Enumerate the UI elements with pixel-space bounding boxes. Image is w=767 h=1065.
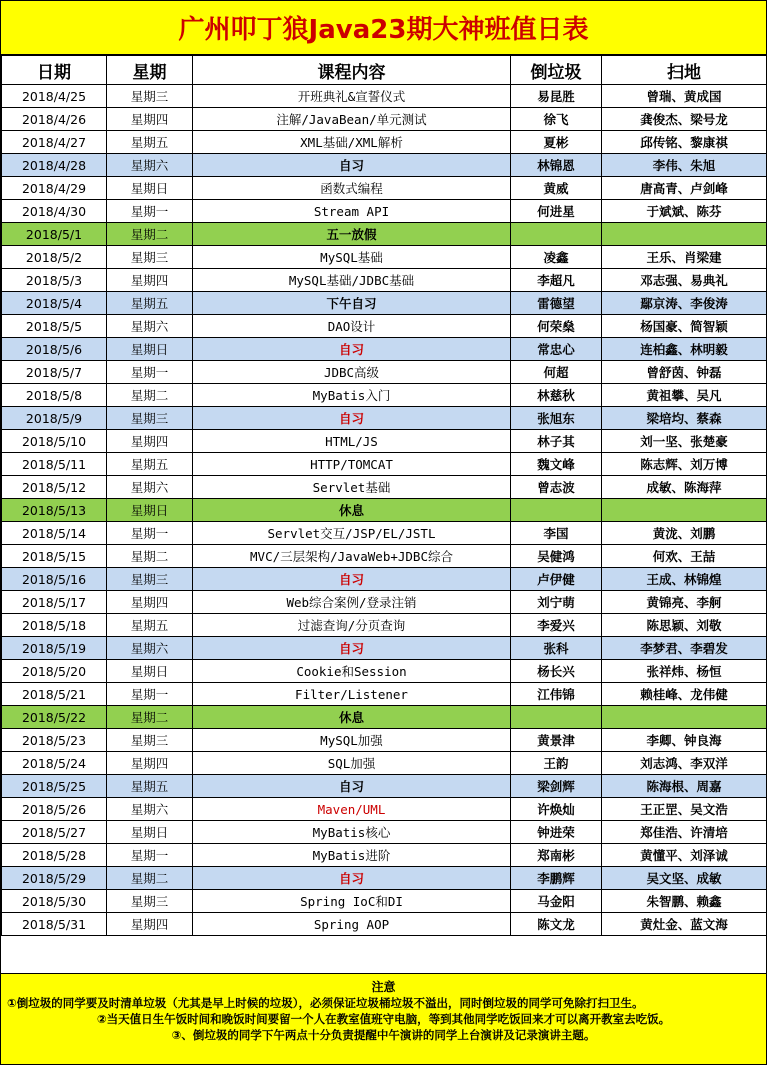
sweep-duty-cell: 李梦君、李碧发	[602, 637, 767, 660]
table-row	[2, 131, 767, 154]
table-row	[2, 246, 767, 269]
date-cell: 2018/5/23	[2, 729, 107, 752]
sweep-duty-cell: 鄢京涛、李俊涛	[602, 292, 767, 315]
weekday-cell: 星期二	[107, 223, 193, 246]
sweep-duty-cell: 邓志强、易典礼	[602, 269, 767, 292]
sweep-duty-cell: 龚俊杰、梁号龙	[602, 108, 767, 131]
table-row	[2, 499, 767, 522]
date-cell: 2018/5/26	[2, 798, 107, 821]
course-cell: 休息	[193, 706, 511, 729]
date-cell: 2018/5/3	[2, 269, 107, 292]
sweep-duty-cell: 黄泷、刘鹏	[602, 522, 767, 545]
course-cell: 五一放假	[193, 223, 511, 246]
sweep-duty-cell: 黄灶金、蓝文海	[602, 913, 767, 936]
weekday-cell: 星期日	[107, 821, 193, 844]
date-cell: 2018/5/1	[2, 223, 107, 246]
course-cell: MySQL加强	[193, 729, 511, 752]
sweep-duty-cell: 杨国豪、简智颖	[602, 315, 767, 338]
course-cell: 自习	[193, 637, 511, 660]
course-cell: Cookie和Session	[193, 660, 511, 683]
trash-duty-cell: 陈文龙	[511, 913, 602, 936]
weekday-cell: 星期二	[107, 384, 193, 407]
notes-heading: 注意	[371, 980, 396, 994]
table-row	[2, 545, 767, 568]
trash-duty-cell: 常忠心	[511, 338, 602, 361]
table-row	[2, 591, 767, 614]
date-cell: 2018/5/9	[2, 407, 107, 430]
course-cell: HTTP/TOMCAT	[193, 453, 511, 476]
date-cell: 2018/5/15	[2, 545, 107, 568]
weekday-cell: 星期日	[107, 177, 193, 200]
date-cell: 2018/4/26	[2, 108, 107, 131]
date-cell: 2018/5/18	[2, 614, 107, 637]
trash-duty-cell: 张旭东	[511, 407, 602, 430]
table-row	[2, 867, 767, 890]
course-cell: JDBC高级	[193, 361, 511, 384]
table-row	[2, 177, 767, 200]
table-row	[2, 292, 767, 315]
course-cell: MyBatis核心	[193, 821, 511, 844]
table-row	[2, 637, 767, 660]
table-row	[2, 223, 767, 246]
sweep-duty-cell: 郑佳浩、许清培	[602, 821, 767, 844]
trash-duty-cell: 马金阳	[511, 890, 602, 913]
trash-duty-cell: 雷德望	[511, 292, 602, 315]
header-weekday: 星期	[107, 56, 193, 85]
weekday-cell: 星期二	[107, 867, 193, 890]
trash-duty-cell: 何进星	[511, 200, 602, 223]
trash-duty-cell: 卢伊健	[511, 568, 602, 591]
roster-body	[2, 56, 767, 936]
course-cell: 自习	[193, 338, 511, 361]
weekday-cell: 星期六	[107, 476, 193, 499]
sweep-duty-cell: 邱传铭、黎康祺	[602, 131, 767, 154]
date-cell: 2018/4/30	[2, 200, 107, 223]
weekday-cell: 星期日	[107, 660, 193, 683]
weekday-cell: 星期三	[107, 407, 193, 430]
date-cell: 2018/5/8	[2, 384, 107, 407]
course-cell: 自习	[193, 407, 511, 430]
weekday-cell: 星期四	[107, 913, 193, 936]
trash-duty-cell: 黄景津	[511, 729, 602, 752]
course-cell: Stream API	[193, 200, 511, 223]
table-row	[2, 430, 767, 453]
weekday-cell: 星期四	[107, 108, 193, 131]
weekday-cell: 星期一	[107, 361, 193, 384]
course-cell: Servlet基础	[193, 476, 511, 499]
course-cell: 函数式编程	[193, 177, 511, 200]
table-row	[2, 913, 767, 936]
weekday-cell: 星期一	[107, 683, 193, 706]
course-cell: Spring IoC和DI	[193, 890, 511, 913]
sweep-duty-cell: 陈海根、周嘉	[602, 775, 767, 798]
date-cell: 2018/5/10	[2, 430, 107, 453]
trash-duty-cell: 夏彬	[511, 131, 602, 154]
weekday-cell: 星期四	[107, 752, 193, 775]
course-cell: 自习	[193, 568, 511, 591]
sweep-duty-cell: 曾舒茵、钟磊	[602, 361, 767, 384]
weekday-cell: 星期六	[107, 315, 193, 338]
trash-duty-cell: 凌鑫	[511, 246, 602, 269]
date-cell: 2018/5/20	[2, 660, 107, 683]
note-3: ③、倒垃圾的同学下午两点十分负责提醒中午演讲的同学上台演讲及记录演讲主题。	[171, 1028, 596, 1042]
course-cell: XML基础/XML解析	[193, 131, 511, 154]
date-cell: 2018/5/28	[2, 844, 107, 867]
trash-duty-cell: 张科	[511, 637, 602, 660]
date-cell: 2018/5/2	[2, 246, 107, 269]
trash-duty-cell: 王韵	[511, 752, 602, 775]
table-row	[2, 775, 767, 798]
sweep-duty-cell: 曾瑞、黄成国	[602, 85, 767, 108]
sweep-duty-cell: 吴文坚、成敏	[602, 867, 767, 890]
course-cell: 下午自习	[193, 292, 511, 315]
date-cell: 2018/5/4	[2, 292, 107, 315]
course-cell: MyBatis进阶	[193, 844, 511, 867]
date-cell: 2018/5/6	[2, 338, 107, 361]
table-row	[2, 568, 767, 591]
course-cell: HTML/JS	[193, 430, 511, 453]
course-cell: DAO设计	[193, 315, 511, 338]
trash-duty-cell: 黄威	[511, 177, 602, 200]
trash-duty-cell: 徐飞	[511, 108, 602, 131]
sweep-duty-cell: 于斌斌、陈芬	[602, 200, 767, 223]
date-cell: 2018/5/19	[2, 637, 107, 660]
table-row	[2, 798, 767, 821]
date-cell: 2018/5/13	[2, 499, 107, 522]
course-cell: 注解/JavaBean/单元测试	[193, 108, 511, 131]
table-row	[2, 522, 767, 545]
weekday-cell: 星期六	[107, 637, 193, 660]
course-cell: SQL加强	[193, 752, 511, 775]
trash-duty-cell: 许焕灿	[511, 798, 602, 821]
weekday-cell: 星期一	[107, 200, 193, 223]
date-cell: 2018/5/21	[2, 683, 107, 706]
date-cell: 2018/5/31	[2, 913, 107, 936]
weekday-cell: 星期日	[107, 499, 193, 522]
weekday-cell: 星期日	[107, 338, 193, 361]
date-cell: 2018/5/27	[2, 821, 107, 844]
date-cell: 2018/5/22	[2, 706, 107, 729]
sweep-duty-cell: 黄懂平、刘泽诚	[602, 844, 767, 867]
trash-duty-cell: 刘宁萌	[511, 591, 602, 614]
date-cell: 2018/4/29	[2, 177, 107, 200]
header-row	[2, 56, 767, 85]
trash-duty-cell: 魏文峰	[511, 453, 602, 476]
date-cell: 2018/5/16	[2, 568, 107, 591]
weekday-cell: 星期六	[107, 154, 193, 177]
weekday-cell: 星期五	[107, 453, 193, 476]
weekday-cell: 星期三	[107, 246, 193, 269]
sweep-duty-cell: 梁培均、蔡森	[602, 407, 767, 430]
weekday-cell: 星期五	[107, 292, 193, 315]
weekday-cell: 星期三	[107, 890, 193, 913]
table-row	[2, 361, 767, 384]
sweep-duty-cell: 赖桂峰、龙伟健	[602, 683, 767, 706]
weekday-cell: 星期四	[107, 591, 193, 614]
sweep-duty-cell: 王乐、肖梁建	[602, 246, 767, 269]
weekday-cell: 星期五	[107, 775, 193, 798]
date-cell: 2018/5/12	[2, 476, 107, 499]
course-cell: 开班典礼&宣誓仪式	[193, 85, 511, 108]
header-course: 课程内容	[193, 56, 511, 85]
table-row	[2, 200, 767, 223]
table-row	[2, 384, 767, 407]
sweep-duty-cell: 陈思颖、刘敬	[602, 614, 767, 637]
trash-duty-cell: 易昆胜	[511, 85, 602, 108]
note-1: ①倒垃圾的同学要及时清单垃圾（尤其是早上时候的垃圾），必须保证垃圾桶垃圾不溢出，同时倒垃圾的同学可免除打扫卫生。	[7, 996, 644, 1010]
weekday-cell: 星期一	[107, 844, 193, 867]
trash-duty-cell: 林锦恩	[511, 154, 602, 177]
sweep-duty-cell: 张祥炜、杨恒	[602, 660, 767, 683]
date-cell: 2018/4/27	[2, 131, 107, 154]
table-row	[2, 614, 767, 637]
weekday-cell: 星期五	[107, 614, 193, 637]
course-cell: MyBatis入门	[193, 384, 511, 407]
trash-duty-cell	[511, 223, 602, 246]
course-cell: 自习	[193, 154, 511, 177]
date-cell: 2018/4/28	[2, 154, 107, 177]
weekday-cell: 星期三	[107, 729, 193, 752]
trash-duty-cell: 李超凡	[511, 269, 602, 292]
table-row	[2, 660, 767, 683]
table-row	[2, 821, 767, 844]
weekday-cell: 星期二	[107, 706, 193, 729]
weekday-cell: 星期四	[107, 269, 193, 292]
course-cell: Filter/Listener	[193, 683, 511, 706]
weekday-cell: 星期二	[107, 545, 193, 568]
trash-duty-cell	[511, 706, 602, 729]
course-cell: Servlet交互/JSP/EL/JSTL	[193, 522, 511, 545]
course-cell: 过滤查询/分页查询	[193, 614, 511, 637]
note-2: ②当天值日生午饭时间和晚饭时间要留一个人在教室值班守电脑，等到其他同学吃饭回来才可以离开教室去吃饭。	[96, 1012, 671, 1026]
table-row	[2, 890, 767, 913]
trash-duty-cell: 林子其	[511, 430, 602, 453]
sweep-duty-cell	[602, 223, 767, 246]
course-cell: Maven/UML	[193, 798, 511, 821]
sweep-duty-cell: 王成、林锦煌	[602, 568, 767, 591]
trash-duty-cell: 李爱兴	[511, 614, 602, 637]
trash-duty-cell: 曾志波	[511, 476, 602, 499]
table-row	[2, 338, 767, 361]
course-cell: MVC/三层架构/JavaWeb+JDBC综合	[193, 545, 511, 568]
sweep-duty-cell: 连柏鑫、林明毅	[602, 338, 767, 361]
sweep-duty-cell: 黄祖攀、吴凡	[602, 384, 767, 407]
header-date: 日期	[2, 56, 107, 85]
table-row	[2, 407, 767, 430]
table-row	[2, 729, 767, 752]
trash-duty-cell: 何荣燊	[511, 315, 602, 338]
weekday-cell: 星期一	[107, 522, 193, 545]
roster-title: 广州叩丁狼Java23期大神班值日表	[1, 1, 766, 55]
trash-duty-cell: 吴健鸿	[511, 545, 602, 568]
table-row	[2, 453, 767, 476]
table-row	[2, 108, 767, 131]
trash-duty-cell: 李鹏辉	[511, 867, 602, 890]
sweep-duty-cell: 朱智鹏、赖鑫	[602, 890, 767, 913]
course-cell: Spring AOP	[193, 913, 511, 936]
trash-duty-cell: 梁剑辉	[511, 775, 602, 798]
date-cell: 2018/5/11	[2, 453, 107, 476]
roster-table	[1, 55, 767, 936]
sweep-duty-cell: 陈志辉、刘万博	[602, 453, 767, 476]
sweep-duty-cell: 李卿、钟良海	[602, 729, 767, 752]
table-row	[2, 844, 767, 867]
sweep-duty-cell	[602, 706, 767, 729]
date-cell: 2018/5/17	[2, 591, 107, 614]
date-cell: 2018/5/7	[2, 361, 107, 384]
trash-duty-cell: 何超	[511, 361, 602, 384]
sweep-duty-cell: 成敏、陈海萍	[602, 476, 767, 499]
sweep-duty-cell: 黄锦亮、李舸	[602, 591, 767, 614]
course-cell: Web综合案例/登录注销	[193, 591, 511, 614]
weekday-cell: 星期三	[107, 85, 193, 108]
date-cell: 2018/4/25	[2, 85, 107, 108]
table-row	[2, 476, 767, 499]
trash-duty-cell: 郑南彬	[511, 844, 602, 867]
table-row	[2, 706, 767, 729]
trash-duty-cell	[511, 499, 602, 522]
table-row	[2, 752, 767, 775]
weekday-cell: 星期五	[107, 131, 193, 154]
weekday-cell: 星期六	[107, 798, 193, 821]
trash-duty-cell: 江伟锦	[511, 683, 602, 706]
course-cell: 休息	[193, 499, 511, 522]
trash-duty-cell: 林慈秋	[511, 384, 602, 407]
trash-duty-cell: 杨长兴	[511, 660, 602, 683]
date-cell: 2018/5/30	[2, 890, 107, 913]
course-cell: 自习	[193, 867, 511, 890]
weekday-cell: 星期四	[107, 430, 193, 453]
sweep-duty-cell: 刘志鸿、李双洋	[602, 752, 767, 775]
header-trash: 倒垃圾	[511, 56, 602, 85]
notes-panel	[1, 973, 766, 1064]
date-cell: 2018/5/14	[2, 522, 107, 545]
table-row	[2, 269, 767, 292]
trash-duty-cell: 钟进荣	[511, 821, 602, 844]
course-cell: 自习	[193, 775, 511, 798]
sweep-duty-cell: 王正罡、吴文浩	[602, 798, 767, 821]
weekday-cell: 星期三	[107, 568, 193, 591]
date-cell: 2018/5/29	[2, 867, 107, 890]
trash-duty-cell: 李国	[511, 522, 602, 545]
course-cell: MySQL基础	[193, 246, 511, 269]
date-cell: 2018/5/5	[2, 315, 107, 338]
course-cell: MySQL基础/JDBC基础	[193, 269, 511, 292]
sweep-duty-cell: 唐高青、卢剑峰	[602, 177, 767, 200]
sweep-duty-cell: 刘一坚、张楚豪	[602, 430, 767, 453]
table-row	[2, 85, 767, 108]
sweep-duty-cell: 何欢、王喆	[602, 545, 767, 568]
table-row	[2, 154, 767, 177]
date-cell: 2018/5/24	[2, 752, 107, 775]
sweep-duty-cell: 李伟、朱旭	[602, 154, 767, 177]
sweep-duty-cell	[602, 499, 767, 522]
table-row	[2, 683, 767, 706]
date-cell: 2018/5/25	[2, 775, 107, 798]
table-row	[2, 315, 767, 338]
header-sweep: 扫地	[602, 56, 767, 85]
